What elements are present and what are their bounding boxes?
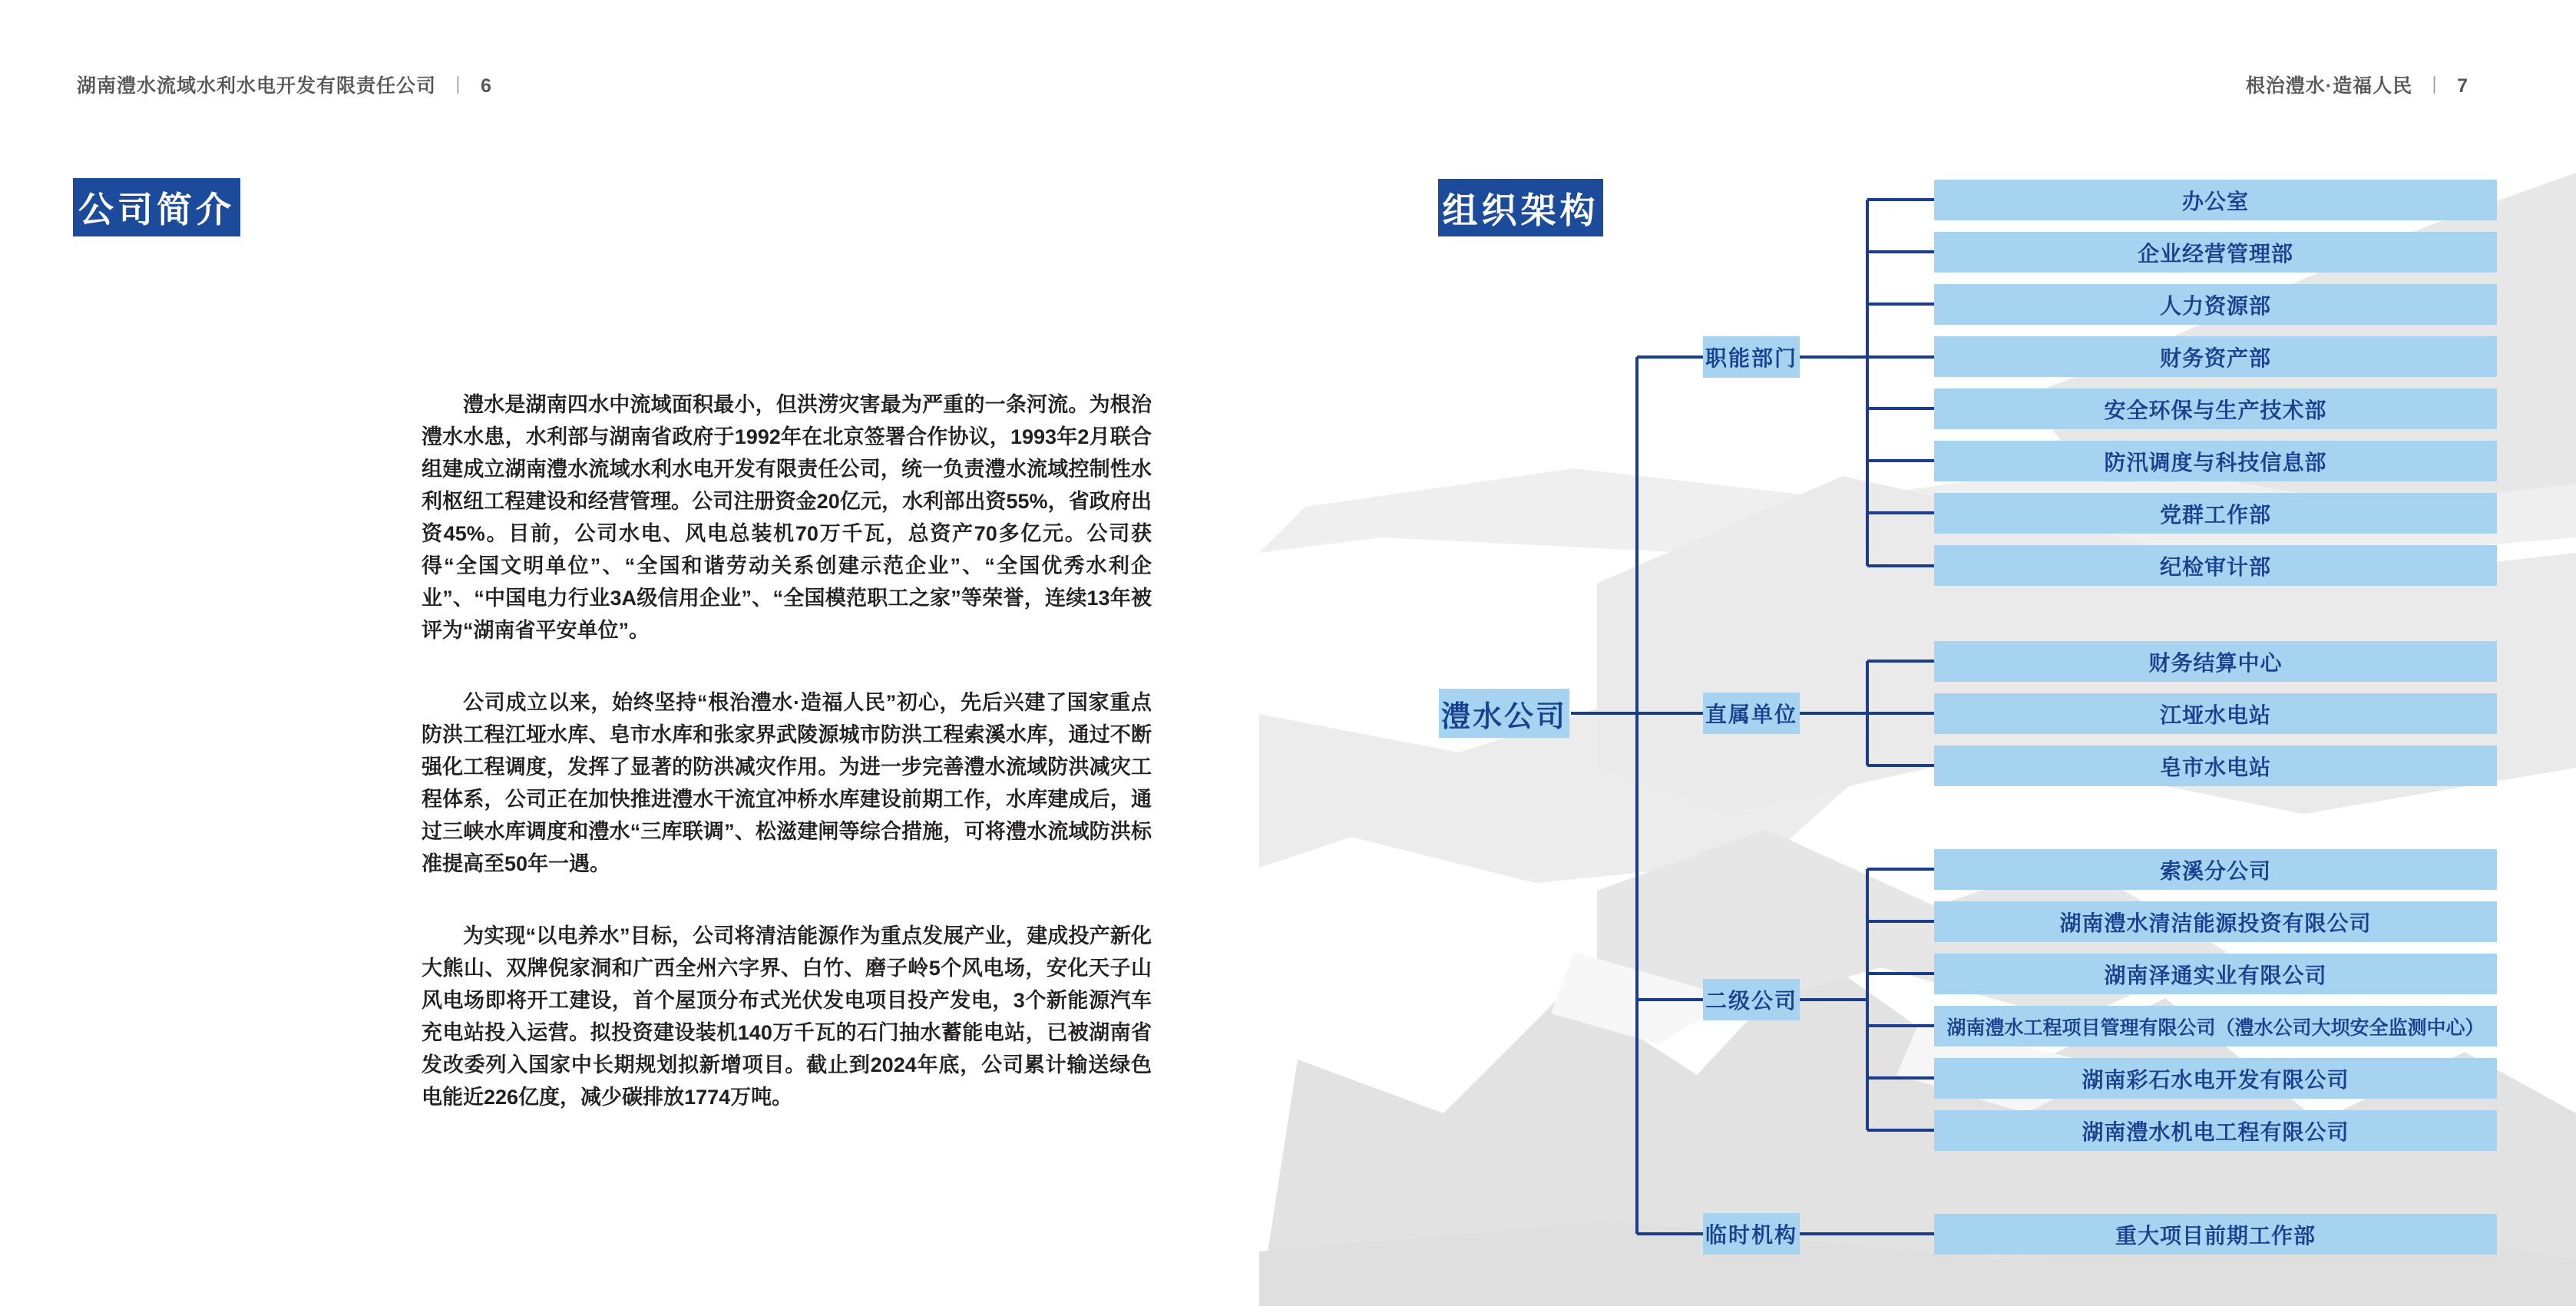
org-item: 湖南澧水工程项目管理有限公司（澧水公司大坝安全监测中心） [1934, 1006, 2497, 1046]
org-item: 防汛调度与科技信息部 [1934, 441, 2497, 481]
page-number-left: 6 [481, 75, 492, 97]
slogan: 根治澧水·造福人民 [2245, 75, 2413, 97]
org-item: 重大项目前期工作部 [1934, 1214, 2497, 1255]
section-title-text: 公司简介 [78, 190, 235, 230]
org-item: 办公室 [1934, 180, 2497, 220]
intro-paragraph: 为实现“以电养水”目标，公司将清洁能源作为重点发展产业，建成投产新化大熊山、双牌倪家洞和广西全州六字界、白竹、磨子岭5个风电场，安化天子山风电场即将开工建设，首个屋顶分布式光伏发电项目投产发电，3个新能源汽车充电站投入运营。拟投资建设装机140万千瓦的石门抽水蓄能电站，已被湖南省发改委列入国家中长期规划拟新增项目。截止到2024年底，公司累计输送绿色电能近226亿度，减少碳排放1774万吨。 [422, 924, 1152, 1109]
org-category-temporary-org: 临时机构 [1703, 1213, 1800, 1255]
org-item: 安全环保与生产技术部 [1934, 388, 2497, 429]
right-page-header [2246, 71, 2469, 98]
header-divider: 丨 [2425, 75, 2445, 97]
org-item: 企业经营管理部 [1934, 232, 2497, 273]
intro-paragraph: 公司成立以来，始终坚持“根治澧水·造福人民”初心，先后兴建了国家重点防洪工程江垭水库、皂市水库和张家界武陵源城市防洪工程索溪水库，通过不断强化工程调度，发挥了显著的防洪减灾作用。为进一步完善澧水流域防洪减灾工程体系，公司正在加快推进澧水干流宜冲桥水库建设前期工作，水库建成后，通过三峡水库调度和澧水“三库联调”、松滋建闸等综合措施，可将澧水流域防洪标准提高至50年一遇。 [422, 691, 1152, 875]
org-item: 湖南澧水清洁能源投资有限公司 [1934, 901, 2497, 942]
org-category-functional-depts: 职能部门 [1703, 336, 1800, 378]
org-item: 湖南泽通实业有限公司 [1934, 954, 2497, 994]
header-divider: 丨 [448, 75, 469, 97]
org-item: 纪检审计部 [1934, 545, 2497, 586]
org-category-subsidiaries: 二级公司 [1703, 979, 1800, 1020]
org-root-node: 澧水公司 [1439, 689, 1569, 738]
org-item: 财务结算中心 [1934, 641, 2497, 682]
org-category-direct-units: 直属单位 [1703, 693, 1800, 734]
company-name: 湖南澧水流域水利水电开发有限责任公司 [77, 75, 437, 97]
intro-paragraph: 澧水是湖南四水中流域面积最小，但洪涝灾害最为严重的一条河流。为根治澧水水患，水利部与湖南省政府于1992年在北京签署合作协议，1993年2月联合组建成立湖南澧水流域水利水电开发有限责任公司，统一负责澧水流域控制性水利枢纽工程建设和经营管理。公司注册资金20亿元，水利部出资55%，省政府出资45%。目前，公司水电、风电总装机70万千瓦，总资产70多亿元。公司获得“全国文明单位”、“全国和谐劳动关系创建示范企业”、“全国优秀水利企业”、“中国电力行业3A级信用企业”、“全国模范职工之家”等荣誉，连续13年被评为“湖南省平安单位”。 [422, 393, 1152, 642]
org-item: 皂市水电站 [1934, 746, 2497, 786]
org-item: 湖南彩石水电开发有限公司 [1934, 1058, 2497, 1099]
page-number-right: 7 [2457, 75, 2469, 97]
section-title-company-intro [73, 178, 240, 236]
org-item: 人力资源部 [1934, 284, 2497, 325]
company-intro-body [422, 388, 1152, 1153]
section-title-org-structure [1438, 179, 1603, 236]
section-title-text: 组织架构 [1442, 190, 1599, 230]
org-item: 党群工作部 [1934, 493, 2497, 534]
org-item: 财务资产部 [1934, 336, 2497, 377]
left-page-header [77, 71, 492, 98]
org-item: 索溪分公司 [1934, 849, 2497, 890]
org-item: 湖南澧水机电工程有限公司 [1934, 1110, 2497, 1151]
org-item: 江垭水电站 [1934, 693, 2497, 734]
